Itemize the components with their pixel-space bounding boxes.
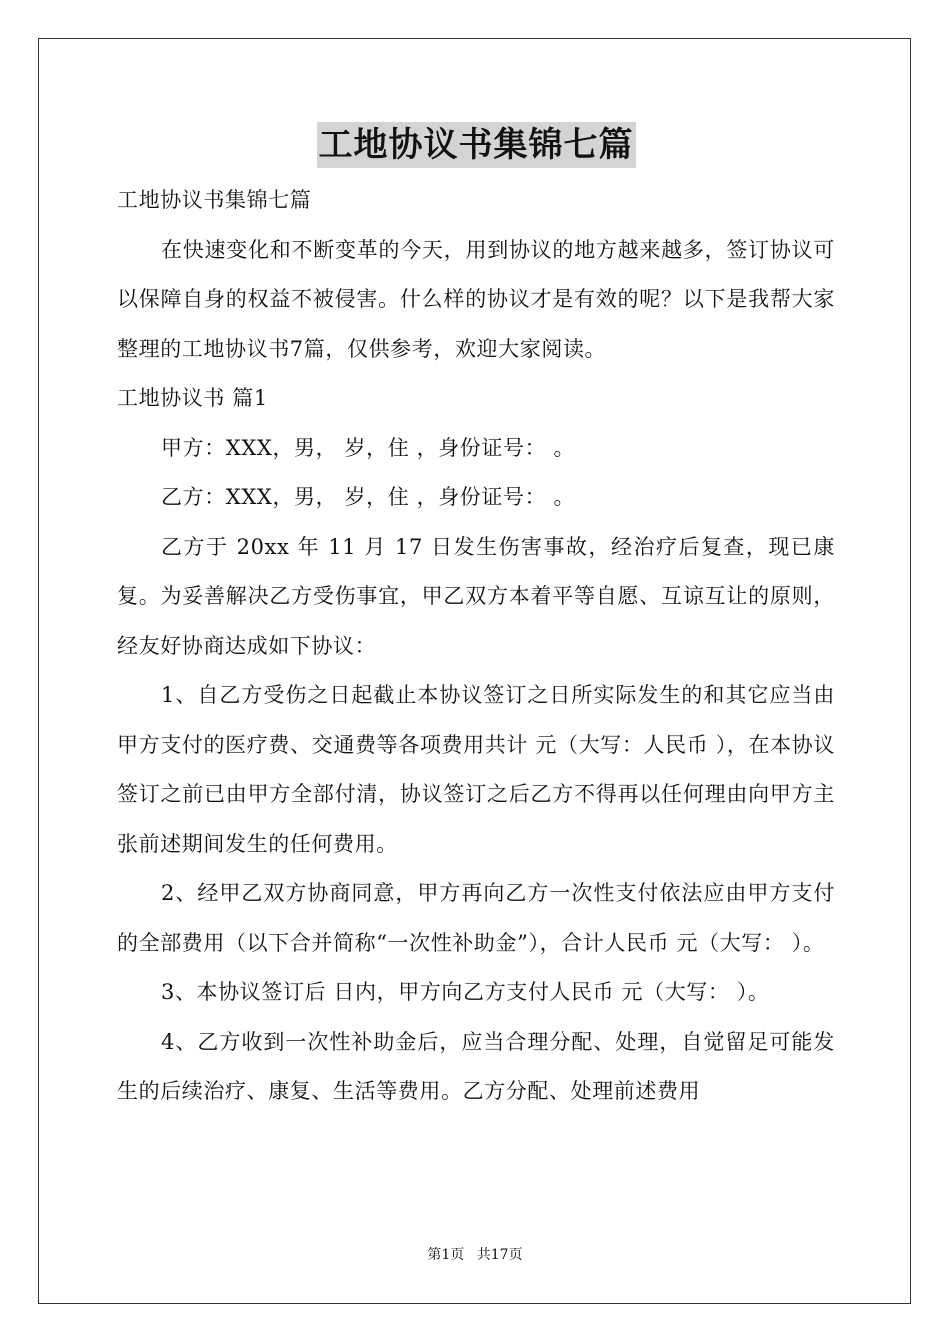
page-total: 共17页 (476, 1247, 523, 1263)
party-a-line: 甲方：XXX，男， 岁，住 ，身份证号： 。 (161, 435, 576, 460)
clause-1: 1、自乙方受伤之日起截止本协议签订之日所实际发生的和其它应当由甲方支付的医疗费、交通费等各项费用共计 元（大写：人民币 ），在本协议签订之前已由甲方全部付清，协议签订之后乙方不得再以任何理由向甲方主张前述期间发生的任何费用。 (117, 683, 835, 856)
document-body (117, 122, 835, 1117)
clause-2: 2、经甲乙双方协商同意，甲方再向乙方一次性支付依法应由甲方支付的全部费用（以下合并简称“一次性补助金”），合计人民币 元（大写： ）。 (117, 881, 835, 955)
page-number: 第1页 (427, 1247, 465, 1263)
clause-4: 4、乙方收到一次性补助金后，应当合理分配、处理，自觉留足可能发生的后续治疗、康复、生活等费用。乙方分配、处理前述费用 (117, 1029, 835, 1103)
section-heading: 工地协议书 篇1 (117, 386, 268, 410)
title-wrap (117, 122, 835, 172)
document-subtitle: 工地协议书集锦七篇 (117, 188, 312, 212)
intro-paragraph: 在快速变化和不断变革的今天，用到协议的地方越来越多，签订协议可以保障自身的权益不被侵害。什么样的协议才是有效的呢？以下是我帮大家整理的工地协议书7篇，仅供参考，欢迎大家阅读。 (117, 237, 835, 361)
clause-preamble: 乙方于 20xx 年 11 月 17 日发生伤害事故，经治疗后复查，现已康复。为妥善解决乙方受伤事宜，甲乙双方本着平等自愿、互谅互让的原则，经友好协商达成如下协议： (117, 534, 835, 658)
party-b-line: 乙方：XXX，男， 岁，住 ，身份证号： 。 (161, 485, 576, 509)
document-title: 工地协议书集锦七篇 (317, 122, 636, 168)
clause-3: 3、本协议签订后 日内，甲方向乙方支付人民币 元（大写： ）。 (161, 980, 770, 1004)
page-footer (0, 1244, 950, 1264)
